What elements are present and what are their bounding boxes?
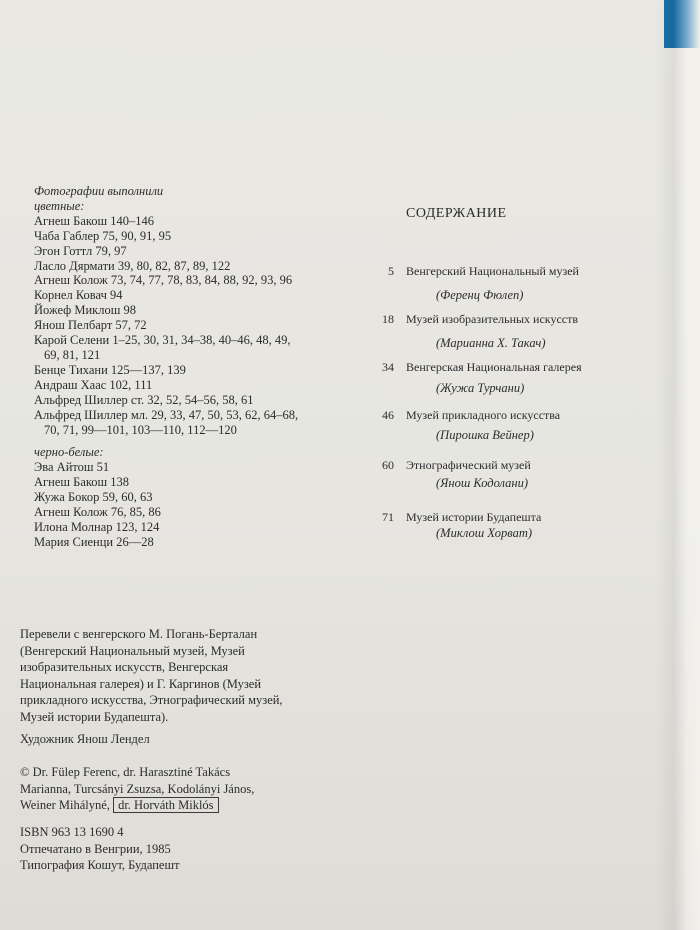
boxed-author-name: dr. Horváth Miklós [113, 797, 218, 813]
toc-entry-title: Музей прикладного искусства [406, 408, 561, 422]
artist-credit: Художник Янош Лендел [20, 732, 150, 746]
credit-entry: Эгон Готтл 79, 97 [34, 243, 127, 258]
color-photos-label: цветные: [34, 198, 85, 213]
translation-line: изобразительных искусств, Венгерская [20, 660, 229, 674]
credit-entry: Илона Молнар 123, 124 [34, 519, 160, 534]
photo-credits-heading: Фотографии выполнили [34, 184, 164, 198]
credit-entry: Эва Айтош 51 [34, 460, 110, 475]
credit-entry: Ласло Дярмати 39, 80, 82, 87, 89, 122 [34, 258, 231, 273]
bw-photos-label: черно-белые: [34, 445, 104, 460]
credit-entry: Йожеф Миклош 98 [34, 303, 136, 318]
credit-entry-continued: 69, 81, 121 [44, 347, 101, 362]
credit-entry: Корнел Ковач 94 [34, 288, 123, 303]
toc-entry-author: (Ференц Фюлеп) [436, 288, 524, 302]
credit-entry: Чаба Габлер 75, 90, 91, 95 [34, 228, 172, 243]
copyright-line: © Dr. Fülep Ferenc, dr. Harasztiné Takács [20, 765, 231, 779]
credit-entry: Альфред Шиллер ст. 32, 52, 54–56, 58, 61 [34, 392, 254, 407]
copyright-notice [20, 764, 350, 814]
toc-entry-title: Венгерский Национальный музей [406, 264, 579, 278]
toc-page-number: 5 [388, 264, 394, 278]
toc-page-number: 71 [382, 510, 394, 524]
toc-page-number: 46 [382, 408, 394, 422]
toc-page-number: 60 [382, 458, 394, 472]
toc-page-number: 18 [382, 312, 394, 326]
credit-entry-continued: 70, 71, 99—101, 103—110, 112—120 [44, 422, 237, 437]
credit-entry: Агнеш Бакош 138 [34, 475, 130, 490]
copyright-line: Marianna, Turcsányi Zsuzsa, Kodolányi János, [20, 781, 255, 796]
translation-line: Перевели с венгерского М. Погань-Берталан [20, 627, 258, 641]
toc-entry-author: (Жужа Турчани) [436, 381, 525, 395]
toc-entry-author: (Янош Кодолани) [436, 476, 529, 490]
copyright-line-prefix: Weiner Mihályné, [20, 798, 110, 812]
credit-entry: Альфред Шиллер мл. 29, 33, 47, 50, 53, 62, 64–68, [34, 407, 299, 422]
imprint [20, 824, 350, 874]
toc-entry-title: Музей истории Будапешта [406, 510, 542, 524]
page-edge-shadow [656, 0, 700, 930]
credit-entry: Янош Пелбарт 57, 72 [34, 318, 147, 333]
credit-entry: Агнеш Бакош 140–146 [34, 213, 155, 228]
translation-credits [20, 626, 350, 725]
credit-entry: Андраш Хаас 102, 111 [34, 377, 153, 392]
copyright-line [20, 797, 350, 814]
credit-entry: Бенце Тихани 125—137, 139 [34, 362, 186, 377]
toc-entry-author: (Пирошка Вейнер) [436, 428, 534, 442]
toc-entry-title: Венгерская Национальная галерея [406, 360, 582, 374]
translation-line: (Венгерский Национальный музей, Музей [20, 643, 245, 658]
toc-entry-author: (Миклош Хорват) [436, 526, 533, 540]
toc-page-number: 34 [382, 360, 394, 374]
credit-entry: Жужа Бокор 59, 60, 63 [34, 490, 153, 505]
toc-entry-title: Этнографический музей [406, 458, 531, 472]
translation-line: прикладного искусства, Этнографический музей, [20, 693, 283, 707]
credit-entry: Агнеш Колож 73, 74, 77, 78, 83, 84, 88, 92, 93, 96 [34, 273, 293, 288]
credit-entry: Мария Сиенци 26—28 [34, 534, 154, 549]
photo-credits [34, 184, 364, 550]
toc-entry-author: (Марианна Х. Такач) [436, 336, 546, 350]
toc-entry-title: Музей изобразительных искусств [406, 312, 579, 326]
isbn: ISBN 963 13 1690 4 [20, 825, 124, 839]
printed-in: Отпечатано в Венгрии, 1985 [20, 841, 171, 856]
credit-entry: Карой Селени 1–25, 30, 31, 34–38, 40–46, 48, 49, [34, 333, 291, 348]
credit-entry: Агнеш Колож 76, 85, 86 [34, 505, 161, 520]
printing-house: Типография Кошут, Будапешт [20, 858, 180, 872]
translation-line: Национальная галерея) и Г. Каргинов (Музей [20, 676, 262, 691]
translation-line: Музей истории Будапешта). [20, 709, 169, 724]
toc-title: СОДЕРЖАНИЕ [406, 206, 507, 221]
